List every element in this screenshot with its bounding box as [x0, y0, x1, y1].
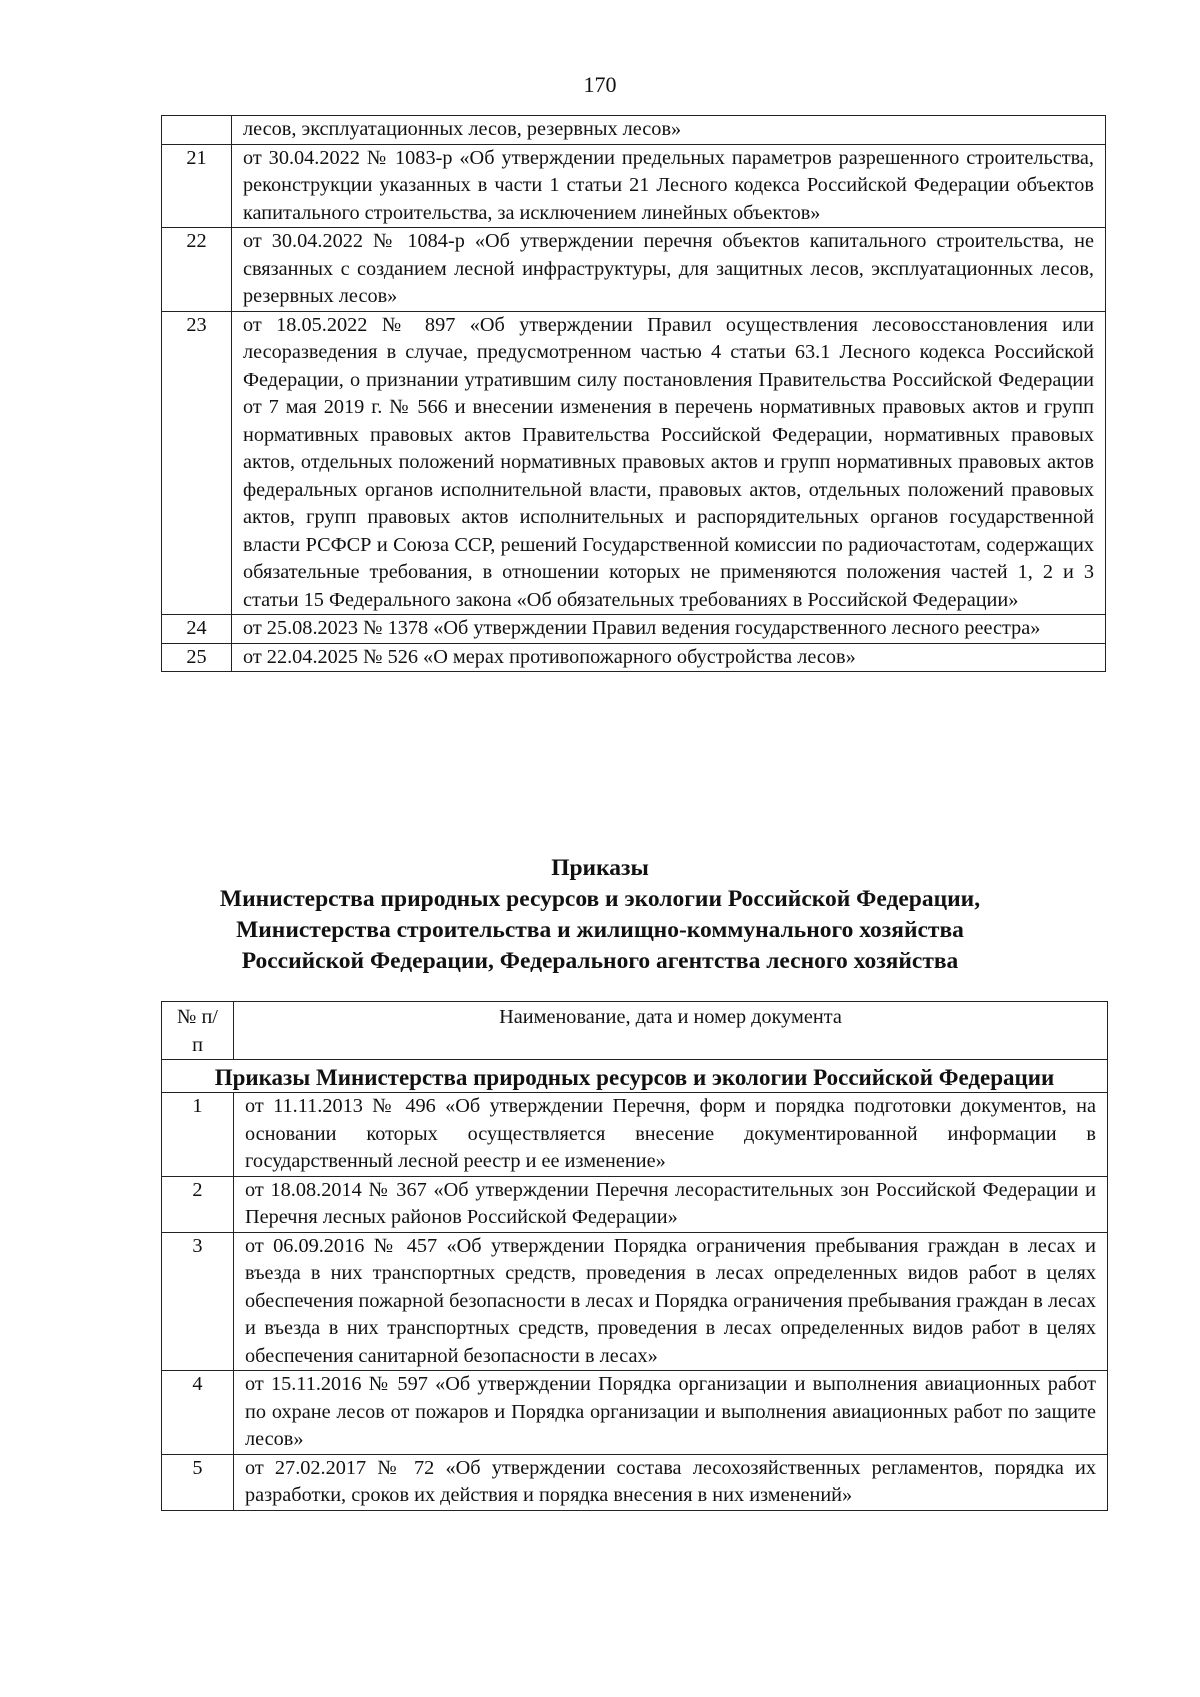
table-row [162, 311, 1106, 615]
document-description: от 18.08.2014 № 367 «Об утверждении Перечня лесорастительных зон Российской Федерации и Перечня лесных районов Российской Федерации» [234, 1176, 1108, 1232]
document-description: от 30.04.2022 № 1083-р «Об утверждении предельных параметров разрешенного строительства, реконструкции указанных в части 1 статьи 21 Лесного кодекса Российской Федерации объектов капитального строительства, за исключением линейных объектов» [232, 144, 1106, 228]
section-heading-line: Министерства природных ресурсов и экологии Российской Федерации, [219, 886, 981, 912]
row-number: 21 [162, 144, 232, 228]
document-description: от 27.02.2017 № 72 «Об утверждении состава лесохозяйственных регламентов, порядка их разработки, сроков их действия и порядка внесения в них изменений» [234, 1454, 1108, 1510]
document-description: от 22.04.2025 № 526 «О мерах противопожарного обустройства лесов» [232, 643, 1106, 672]
document-description: от 30.04.2022 № 1084-р «Об утверждении перечня объектов капитального строительства, не связанных с созданием лесной инфраструктуры, для защитных лесов, эксплуатационных лесов, резервных лесов» [232, 228, 1106, 312]
table-row [162, 228, 1106, 312]
row-number: 22 [162, 228, 232, 312]
section-heading-line: Российской Федерации, Федерального агентства лесного хозяйства [241, 948, 959, 974]
table-row [162, 116, 1106, 145]
table-group-row [162, 1060, 1108, 1093]
ministry-orders-table [161, 1001, 1108, 1511]
section-heading-line: Министерства строительства и жилищно-коммунального хозяйства [236, 917, 964, 943]
document-description: лесов, эксплуатационных лесов, резервных лесов» [232, 116, 1106, 145]
page-number: 170 [583, 72, 617, 97]
document-description: от 25.08.2023 № 1378 «Об утверждении Правил ведения государственного лесного реестра» [232, 615, 1106, 644]
table-row [162, 1232, 1108, 1371]
row-number: 3 [162, 1232, 234, 1371]
section-heading [0, 853, 1200, 977]
row-number: 2 [162, 1176, 234, 1232]
row-number [162, 116, 232, 145]
column-header-name: Наименование, дата и номер документа [234, 1002, 1108, 1060]
table-row [162, 144, 1106, 228]
table-row [162, 1371, 1108, 1455]
table-header-row [162, 1002, 1108, 1060]
row-number: 23 [162, 311, 232, 615]
column-header-number: № п/п [162, 1002, 234, 1060]
row-number: 5 [162, 1454, 234, 1510]
table-row [162, 1093, 1108, 1177]
group-title: Приказы Министерства природных ресурсов и экологии Российской Федерации [162, 1060, 1108, 1093]
table-row [162, 1176, 1108, 1232]
table-row [162, 615, 1106, 644]
table-row [162, 1454, 1108, 1510]
row-number: 4 [162, 1371, 234, 1455]
document-description: от 06.09.2016 № 457 «Об утверждении Порядка ограничения пребывания граждан в лесах и въезда в них транспортных средств, проведения в лесах определенных видов работ в целях обеспечения пожарной безопасности в лесах и Порядка ограничения пребывания граждан в лесах и въезда в них транспортных средств, проведения в лесах определенных видов работ в целях обеспечения санитарной безопасности в лесах» [234, 1232, 1108, 1371]
document-description: от 11.11.2013 № 496 «Об утверждении Перечня, форм и порядка подготовки документов, на основании которых осуществляется внесение документированной информации в государственный лесной реестр и ее изменение» [234, 1093, 1108, 1177]
row-number: 24 [162, 615, 232, 644]
government-decrees-table-continuation [161, 115, 1106, 672]
row-number: 25 [162, 643, 232, 672]
row-number: 1 [162, 1093, 234, 1177]
document-description: от 15.11.2016 № 597 «Об утверждении Порядка организации и выполнения авиационных работ по охране лесов от пожаров и Порядка организации и выполнения авиационных работ по защите лесов» [234, 1371, 1108, 1455]
section-heading-line: Приказы [551, 855, 649, 881]
document-description: от 18.05.2022 № 897 «Об утверждении Правил осуществления лесовосстановления или лесоразведения в случае, предусмотренном частью 4 статьи 63.1 Лесного кодекса Российской Федерации, о признании утратившим силу постановления Правительства Российской Федерации от 7 мая 2019 г. № 566 и внесении изменения в перечень нормативных правовых актов и групп нормативных правовых актов Правительства Российской Федерации, нормативных правовых актов, отдельных положений нормативных правовых актов и групп нормативных правовых актов федеральных органов исполнительной власти, правовых актов, отдельных положений правовых актов, групп правовых актов исполнительных и распорядительных органов государственной власти РСФСР и Союза ССР, решений Государственной комиссии по радиочастотам, содержащих обязательные требования, в отношении которых не применяются положения частей 1, 2 и 3 статьи 15 Федерального закона «Об обязательных требованиях в Российской Федерации» [232, 311, 1106, 615]
table-row [162, 643, 1106, 672]
